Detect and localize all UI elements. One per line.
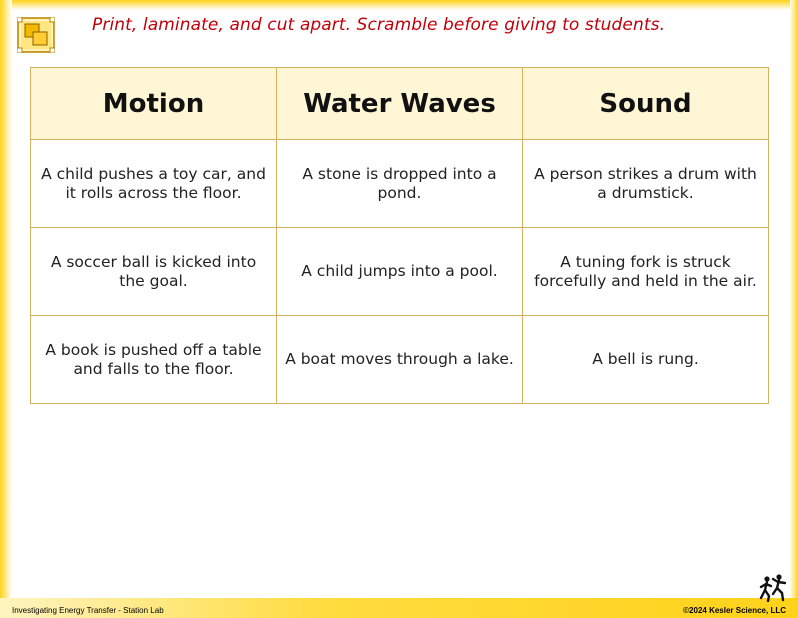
frame-right	[790, 0, 798, 618]
card-cell: A person strikes a drum with a drumstick.	[523, 140, 769, 228]
card-cell: A child pushes a toy car, and it rolls across the floor.	[31, 140, 277, 228]
column-header-sound: Sound	[523, 68, 769, 140]
card-cell: A bell is rung.	[523, 316, 769, 404]
card-cell: A stone is dropped into a pond.	[277, 140, 523, 228]
sorting-table	[30, 67, 769, 404]
table-row	[31, 228, 769, 316]
instruction-text: Print, laminate, and cut apart. Scramble before giving to students.	[92, 15, 666, 35]
runners-icon	[758, 574, 790, 602]
table-row	[31, 140, 769, 228]
column-header-water-waves: Water Waves	[277, 68, 523, 140]
footer-copyright: ©2024 Kesler Science, LLC	[683, 606, 786, 615]
card-cell: A book is pushed off a table and falls to the floor.	[31, 316, 277, 404]
table-row	[31, 316, 769, 404]
kesler-logo-icon	[17, 17, 55, 53]
header-row	[31, 68, 769, 140]
card-cell: A boat moves through a lake.	[277, 316, 523, 404]
card-cell: A soccer ball is kicked into the goal.	[31, 228, 277, 316]
column-header-motion: Motion	[31, 68, 277, 140]
card-cell: A tuning fork is struck forcefully and held in the air.	[523, 228, 769, 316]
frame-top	[0, 0, 798, 10]
card-cell: A child jumps into a pool.	[277, 228, 523, 316]
frame-left	[0, 0, 12, 618]
footer-course-title: Investigating Energy Transfer - Station Lab	[12, 606, 164, 615]
